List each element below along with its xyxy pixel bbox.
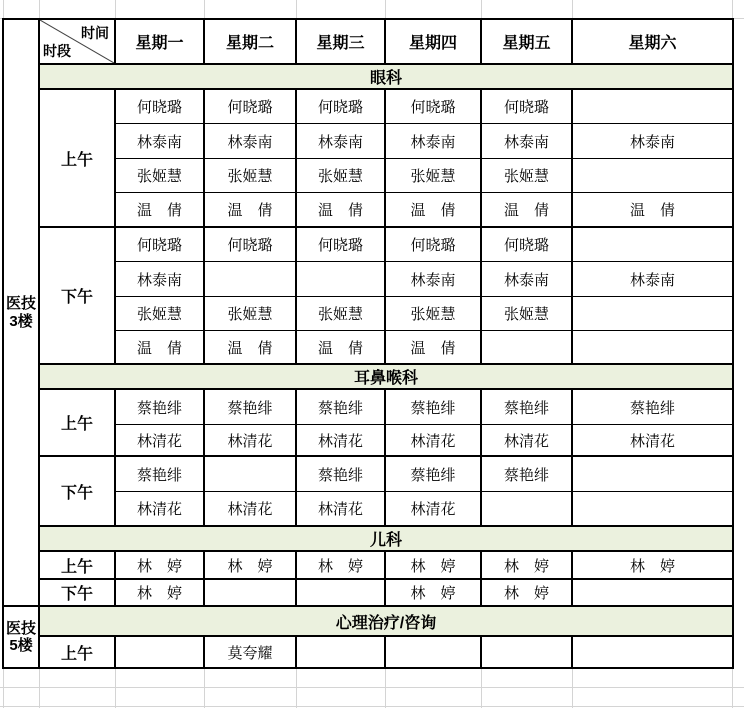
schedule-cell[interactable]: 林泰南 bbox=[482, 262, 573, 297]
schedule-cell[interactable]: 蔡艳绯 bbox=[386, 457, 482, 492]
schedule-cell[interactable] bbox=[573, 228, 732, 262]
schedule-cell[interactable]: 张姬慧 bbox=[386, 297, 482, 331]
schedule-cell[interactable]: 张姬慧 bbox=[205, 297, 297, 331]
schedule-cell[interactable]: 温 倩 bbox=[205, 193, 297, 228]
schedule-cell[interactable]: 林泰南 bbox=[386, 124, 482, 159]
schedule-table bbox=[2, 18, 734, 669]
schedule-cell[interactable] bbox=[205, 580, 297, 607]
schedule-cell[interactable]: 张姬慧 bbox=[482, 159, 573, 193]
gridline bbox=[39, 0, 40, 18]
day-header-cell[interactable]: 星期二 bbox=[205, 20, 297, 65]
schedule-cell[interactable]: 何晓璐 bbox=[482, 90, 573, 124]
schedule-cell[interactable]: 林 婷 bbox=[386, 552, 482, 580]
schedule-cell[interactable]: 温 倩 bbox=[482, 193, 573, 228]
schedule-cell[interactable] bbox=[573, 637, 732, 667]
gridline bbox=[0, 687, 744, 688]
gridline bbox=[732, 667, 733, 708]
schedule-cell[interactable]: 温 倩 bbox=[116, 193, 205, 228]
gridline bbox=[296, 667, 297, 708]
period-cell[interactable]: 上午 bbox=[40, 637, 116, 667]
schedule-cell[interactable] bbox=[116, 637, 205, 667]
schedule-cell[interactable]: 蔡艳绯 bbox=[116, 390, 205, 425]
schedule-cell[interactable]: 林清花 bbox=[386, 492, 482, 527]
schedule-cell[interactable]: 蔡艳绯 bbox=[573, 390, 732, 425]
schedule-cell[interactable]: 林泰南 bbox=[116, 124, 205, 159]
schedule-cell[interactable]: 蔡艳绯 bbox=[297, 390, 386, 425]
schedule-cell[interactable] bbox=[573, 331, 732, 365]
schedule-cell[interactable]: 林泰南 bbox=[205, 124, 297, 159]
gridline bbox=[39, 667, 40, 708]
schedule-cell[interactable]: 温 倩 bbox=[205, 331, 297, 365]
corner-period-label: 时段 bbox=[43, 43, 71, 59]
period-cell[interactable]: 上午 bbox=[40, 390, 116, 457]
gridline bbox=[385, 0, 386, 18]
schedule-cell[interactable] bbox=[297, 262, 386, 297]
schedule-cell[interactable]: 张姬慧 bbox=[482, 297, 573, 331]
schedule-cell[interactable] bbox=[573, 457, 732, 492]
corner-cell[interactable] bbox=[40, 20, 116, 65]
schedule-cell[interactable]: 林 婷 bbox=[482, 552, 573, 580]
schedule-cell[interactable]: 温 倩 bbox=[116, 331, 205, 365]
schedule-cell[interactable]: 林清花 bbox=[116, 425, 205, 457]
schedule-cell[interactable]: 蔡艳绯 bbox=[297, 457, 386, 492]
schedule-cell[interactable] bbox=[205, 457, 297, 492]
schedule-cell[interactable]: 温 倩 bbox=[297, 331, 386, 365]
period-cell[interactable]: 上午 bbox=[40, 552, 116, 580]
schedule-cell[interactable]: 林泰南 bbox=[482, 124, 573, 159]
schedule-cell[interactable]: 蔡艳绯 bbox=[386, 390, 482, 425]
schedule-cell[interactable] bbox=[297, 580, 386, 607]
schedule-cell[interactable]: 何晓璐 bbox=[386, 90, 482, 124]
schedule-cell[interactable]: 林清花 bbox=[116, 492, 205, 527]
building-label-3f[interactable]: 医技 3楼 bbox=[4, 20, 40, 607]
schedule-cell[interactable]: 何晓璐 bbox=[205, 228, 297, 262]
schedule-cell[interactable]: 蔡艳绯 bbox=[482, 390, 573, 425]
gridline bbox=[732, 0, 733, 18]
gridline bbox=[0, 706, 744, 707]
schedule-cell[interactable]: 林泰南 bbox=[573, 124, 732, 159]
schedule-cell[interactable]: 何晓璐 bbox=[297, 90, 386, 124]
schedule-cell[interactable] bbox=[573, 90, 732, 124]
schedule-cell[interactable]: 林清花 bbox=[297, 492, 386, 527]
gridline bbox=[3, 0, 4, 18]
section-header-cell[interactable]: 耳鼻喉科 bbox=[40, 365, 732, 390]
day-header-cell[interactable]: 星期一 bbox=[116, 20, 205, 65]
gridline bbox=[385, 667, 386, 708]
schedule-cell[interactable]: 林 婷 bbox=[116, 552, 205, 580]
gridline bbox=[481, 667, 482, 708]
gridline bbox=[115, 0, 116, 18]
schedule-cell[interactable]: 蔡艳绯 bbox=[116, 457, 205, 492]
schedule-cell[interactable] bbox=[297, 637, 386, 667]
schedule-cell[interactable]: 林清花 bbox=[573, 425, 732, 457]
gridline bbox=[3, 667, 4, 708]
schedule-cell[interactable] bbox=[482, 331, 573, 365]
schedule-cell[interactable]: 蔡艳绯 bbox=[482, 457, 573, 492]
period-cell[interactable]: 下午 bbox=[40, 580, 116, 607]
day-header-cell[interactable]: 星期四 bbox=[386, 20, 482, 65]
gridline bbox=[481, 0, 482, 18]
schedule-cell[interactable]: 林清花 bbox=[482, 425, 573, 457]
period-cell[interactable]: 上午 bbox=[40, 90, 116, 228]
schedule-cell[interactable] bbox=[482, 637, 573, 667]
schedule-cell[interactable]: 何晓璐 bbox=[116, 90, 205, 124]
gridline bbox=[572, 667, 573, 708]
gridline bbox=[204, 667, 205, 708]
schedule-cell[interactable]: 何晓璐 bbox=[116, 228, 205, 262]
schedule-cell[interactable] bbox=[386, 637, 482, 667]
period-cell[interactable]: 下午 bbox=[40, 457, 116, 527]
schedule-cell[interactable]: 蔡艳绯 bbox=[205, 390, 297, 425]
schedule-cell[interactable] bbox=[482, 492, 573, 527]
section-header-cell[interactable]: 眼科 bbox=[40, 65, 732, 90]
schedule-cell[interactable]: 何晓璐 bbox=[482, 228, 573, 262]
schedule-cell[interactable]: 林清花 bbox=[297, 425, 386, 457]
schedule-cell[interactable]: 张姬慧 bbox=[297, 297, 386, 331]
day-header-cell[interactable]: 星期五 bbox=[482, 20, 573, 65]
period-cell[interactable]: 下午 bbox=[40, 228, 116, 365]
schedule-cell[interactable]: 何晓璐 bbox=[386, 228, 482, 262]
schedule-cell[interactable] bbox=[573, 492, 732, 527]
schedule-cell[interactable]: 林 婷 bbox=[297, 552, 386, 580]
schedule-cell[interactable]: 温 倩 bbox=[297, 193, 386, 228]
schedule-cell[interactable]: 温 倩 bbox=[386, 331, 482, 365]
schedule-cell[interactable]: 张姬慧 bbox=[386, 159, 482, 193]
schedule-cell[interactable]: 林清花 bbox=[386, 425, 482, 457]
schedule-cell[interactable]: 何晓璐 bbox=[205, 90, 297, 124]
day-header-cell[interactable]: 星期三 bbox=[297, 20, 386, 65]
section-header-cell[interactable]: 心理治疗/咨询 bbox=[40, 607, 732, 637]
section-header-cell[interactable]: 儿科 bbox=[40, 527, 732, 552]
gridline bbox=[572, 0, 573, 18]
schedule-cell[interactable]: 林泰南 bbox=[386, 262, 482, 297]
schedule-cell[interactable]: 林清花 bbox=[205, 425, 297, 457]
schedule-cell[interactable] bbox=[573, 297, 732, 331]
schedule-cell[interactable]: 林 婷 bbox=[386, 580, 482, 607]
corner-time-label: 时间 bbox=[81, 25, 109, 41]
building-label-5f[interactable]: 医技 5楼 bbox=[4, 607, 40, 667]
schedule-cell[interactable]: 张姬慧 bbox=[205, 159, 297, 193]
schedule-cell[interactable]: 何晓璐 bbox=[297, 228, 386, 262]
schedule-cell[interactable]: 林泰南 bbox=[116, 262, 205, 297]
schedule-cell[interactable] bbox=[205, 262, 297, 297]
schedule-cell[interactable] bbox=[573, 159, 732, 193]
schedule-cell[interactable]: 林 婷 bbox=[482, 580, 573, 607]
schedule-cell[interactable]: 林 婷 bbox=[573, 552, 732, 580]
schedule-cell[interactable]: 温 倩 bbox=[386, 193, 482, 228]
schedule-cell[interactable]: 温 倩 bbox=[573, 193, 732, 228]
schedule-cell[interactable]: 张姬慧 bbox=[116, 297, 205, 331]
gridline bbox=[204, 0, 205, 18]
schedule-cell[interactable]: 张姬慧 bbox=[116, 159, 205, 193]
schedule-cell[interactable]: 林清花 bbox=[205, 492, 297, 527]
gridline bbox=[115, 667, 116, 708]
schedule-cell[interactable]: 张姬慧 bbox=[297, 159, 386, 193]
schedule-cell[interactable] bbox=[573, 580, 732, 607]
schedule-cell[interactable]: 林泰南 bbox=[297, 124, 386, 159]
schedule-cell[interactable]: 林 婷 bbox=[116, 580, 205, 607]
day-header-cell[interactable]: 星期六 bbox=[573, 20, 732, 65]
gridline bbox=[296, 0, 297, 18]
schedule-cell[interactable]: 莫夸耀 bbox=[205, 637, 297, 667]
schedule-cell[interactable]: 林泰南 bbox=[573, 262, 732, 297]
schedule-cell[interactable]: 林 婷 bbox=[205, 552, 297, 580]
